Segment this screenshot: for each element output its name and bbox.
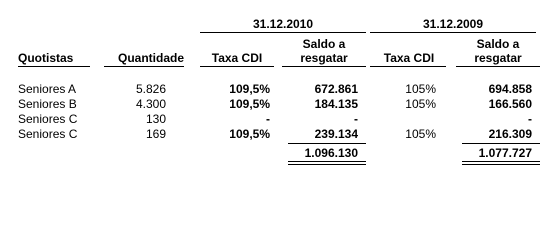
total-double-line-2010-b xyxy=(288,164,366,165)
table-row-saldo-2010: 184.135 xyxy=(314,97,358,111)
total-double-line-2009-b xyxy=(462,164,540,165)
total-double-line-2010-a xyxy=(288,161,366,162)
table-row-saldo-2010: 672.861 xyxy=(314,82,358,96)
subtotal-line-2010 xyxy=(288,143,366,144)
table-row-taxa-2009: 105% xyxy=(405,127,436,141)
table-row-saldo-2010: - xyxy=(354,112,358,126)
table-row-quotista: Seniores B xyxy=(18,97,77,111)
period-2010-underline xyxy=(200,32,366,33)
col-header-saldo-2009-line1: Saldo a xyxy=(476,37,520,51)
table-row-quotista: Seniores A xyxy=(18,82,77,96)
subtotal-line-2009 xyxy=(462,143,540,144)
table-row-saldo-2010: 239.134 xyxy=(314,127,358,141)
col-header-saldo-2009-line2: resgatar xyxy=(474,51,522,65)
header-underline-saldo-2010 xyxy=(282,66,366,67)
table-row-saldo-2009: 694.858 xyxy=(488,82,532,96)
header-underline-quotistas xyxy=(18,66,90,67)
period-2009-header: 31.12.2009 xyxy=(422,17,484,31)
period-2009-underline xyxy=(370,32,536,33)
table-row-taxa-2010: - xyxy=(266,112,270,126)
col-header-taxa-2009: Taxa CDI xyxy=(383,51,435,65)
col-header-saldo-2010-line1: Saldo a xyxy=(302,37,346,51)
table-row-quantidade: 4.300 xyxy=(135,97,166,111)
total-saldo-2009: 1.077.727 xyxy=(478,146,532,160)
header-underline-taxa-2010 xyxy=(200,66,274,67)
table-row-taxa-2009: 105% xyxy=(405,97,436,111)
table-row-taxa-2009: 105% xyxy=(405,82,436,96)
table-row-taxa-2010: 109,5% xyxy=(229,82,270,96)
table-row-quantidade: 169 xyxy=(145,127,166,141)
period-2010-header: 31.12.2010 xyxy=(252,17,314,31)
table-row-saldo-2009: 216.309 xyxy=(488,127,532,141)
col-header-quantidade: Quantidade xyxy=(117,51,184,65)
table-row-quantidade: 5.826 xyxy=(135,82,166,96)
table-row-taxa-2010: 109,5% xyxy=(229,97,270,111)
table-row-quotista: Seniores C xyxy=(18,112,78,126)
table-row-quantidade: 130 xyxy=(145,112,166,126)
col-header-taxa-2010: Taxa CDI xyxy=(211,51,263,65)
header-underline-saldo-2009 xyxy=(456,66,540,67)
table-row-quotista: Seniores C xyxy=(18,127,78,141)
header-underline-quantidade xyxy=(104,66,184,67)
header-underline-taxa-2009 xyxy=(370,66,446,67)
table-row-taxa-2010: 109,5% xyxy=(229,127,270,141)
total-saldo-2010: 1.096.130 xyxy=(304,146,358,160)
total-double-line-2009-a xyxy=(462,161,540,162)
col-header-quotistas: Quotistas xyxy=(18,51,74,65)
col-header-saldo-2010-line2: resgatar xyxy=(300,51,348,65)
table-row-saldo-2009: 166.560 xyxy=(488,97,532,111)
table-row-saldo-2009: - xyxy=(528,112,532,126)
